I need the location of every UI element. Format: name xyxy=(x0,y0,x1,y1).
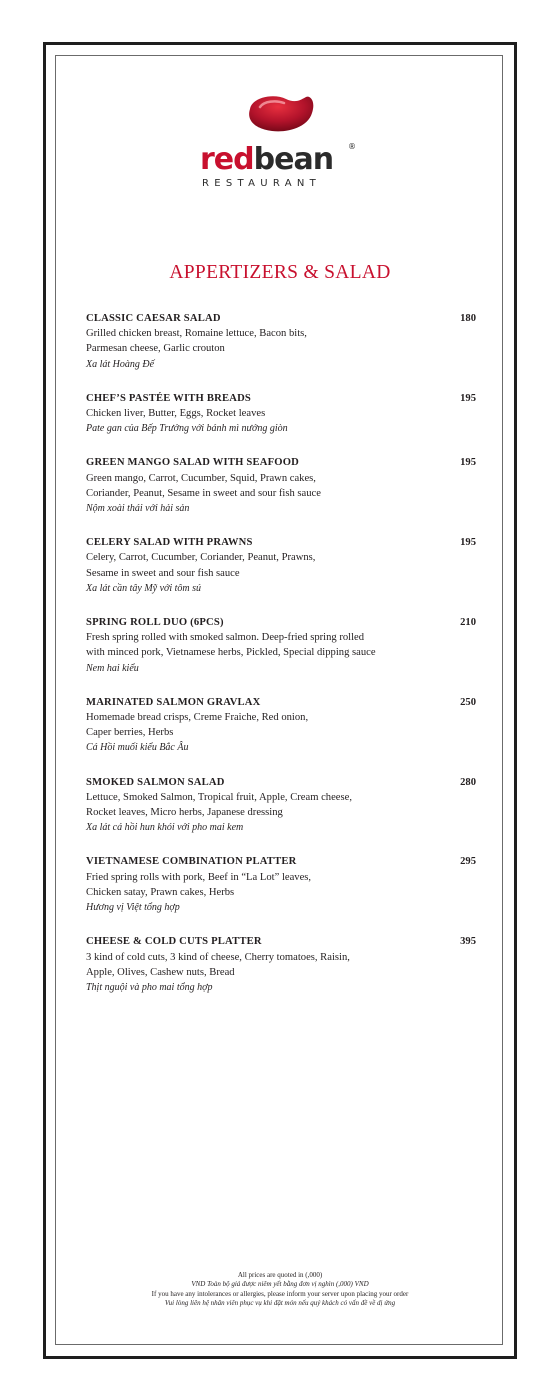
menu-item-description: Green mango, Carrot, Cucumber, Squid, Prawn cakes, xyxy=(86,472,316,484)
menu-item xyxy=(86,535,476,596)
menu-item-price: 295 xyxy=(460,856,476,868)
price-footer xyxy=(0,1271,560,1308)
brand-wordmark: redbean xyxy=(200,142,334,177)
menu-item-price: 210 xyxy=(460,617,476,629)
menu-item-vietnamese-name: Xa lát cần tây Mỹ với tôm sú xyxy=(86,582,202,594)
menu-item-price: 195 xyxy=(460,457,476,469)
menu-item-name: CELERY SALAD WITH PRAWNS xyxy=(86,537,253,549)
footer-price-note: All prices are quoted in (,000) xyxy=(237,1271,323,1279)
menu-item xyxy=(86,615,476,676)
menu-item-vietnamese-name: Xa lát cá hồi hun khói với pho mai kem xyxy=(86,822,244,834)
menu-item xyxy=(86,311,476,372)
menu-item xyxy=(86,391,476,437)
menu-item-vietnamese-name: Cá Hồi muối kiểu Bắc Âu xyxy=(86,742,189,754)
menu-item-name: CLASSIC CAESAR SALAD xyxy=(86,313,221,324)
menu-item-description: Rocket leaves, Micro herbs, Japanese dressing xyxy=(86,807,283,819)
menu-item-description: Chicken satay, Prawn cakes, Herbs xyxy=(86,886,235,898)
menu-item-description: Celery, Carrot, Cucumber, Coriander, Peanut, Prawns, xyxy=(86,552,316,564)
menu-items-list xyxy=(86,311,476,995)
menu-item-price: 195 xyxy=(460,537,476,549)
menu-item-description: Homemade bread crisps, Creme Fraiche, Red onion, xyxy=(86,712,309,724)
registered-mark: ® xyxy=(348,142,356,151)
menu-item xyxy=(86,695,476,756)
menu-item-price: 195 xyxy=(460,392,476,404)
menu-item-price: 395 xyxy=(460,936,476,948)
menu-item-name: SMOKED SALMON SALAD xyxy=(86,776,225,788)
footer-allergy-note: If you have any intolerances or allergies, please inform your server upon placing your order xyxy=(151,1289,409,1298)
brand-subtitle: RESTAURANT xyxy=(202,178,322,189)
menu-item-description: Grilled chicken breast, Romaine lettuce, Bacon bits, xyxy=(86,328,307,340)
restaurant-logo xyxy=(198,93,360,193)
menu-item xyxy=(86,775,476,836)
menu-item-vietnamese-name: Nem hai kiểu xyxy=(86,662,139,674)
menu-item-description: Lettuce, Smoked Salmon, Tropical fruit, Apple, Cream cheese, xyxy=(86,791,352,803)
menu-item-description: Apple, Olives, Cashew nuts, Bread xyxy=(86,966,235,978)
menu-item-vietnamese-name: Hương vị Việt tổng hợp xyxy=(86,902,180,914)
menu-item-price: 250 xyxy=(460,696,476,708)
menu-item-name: CHEESE & COLD CUTS PLATTER xyxy=(86,936,262,948)
menu-item-description: Fresh spring rolled with smoked salmon. Deep-fried spring rolled xyxy=(86,632,365,644)
menu-item-price: 280 xyxy=(460,776,476,788)
menu-item-description: Chicken liver, Butter, Eggs, Rocket leaves xyxy=(86,408,266,420)
menu-item-vietnamese-name: Nộm xoài thái với hải sản xyxy=(86,503,190,515)
menu-item xyxy=(86,854,476,915)
menu-item-description: Caper berries, Herbs xyxy=(86,727,174,739)
menu-item-name: VIETNAMESE COMBINATION PLATTER xyxy=(86,856,297,868)
footer-allergy-note-vn: Vui lòng liên hệ nhân viên phục vụ khi đặt món nếu quý khách có vấn đề về dị ứng xyxy=(164,1298,396,1307)
menu-item-description: 3 kind of cold cuts, 3 kind of cheese, Cherry tomatoes, Raisin, xyxy=(86,951,350,963)
section-title: APPERTIZERS & SALAD xyxy=(169,262,391,283)
menu-item-vietnamese-name: Pate gan của Bếp Trưởng với bánh mì nướng giòn xyxy=(86,423,288,435)
menu-item-name: GREEN MANGO SALAD WITH SEAFOOD xyxy=(86,457,299,469)
menu-item-name: SPRING ROLL DUO (6PCS) xyxy=(86,617,224,629)
menu-item-description: Parmesan cheese, Garlic crouton xyxy=(86,343,225,355)
footer-price-note-vn: VND Toàn bộ giá được niêm yết bằng đơn vị nghìn (,000) VND xyxy=(191,1280,369,1289)
menu-item-description: Coriander, Peanut, Sesame in sweet and sour fish sauce xyxy=(86,487,321,499)
menu-item xyxy=(86,455,476,516)
menu-item-description: Fried spring rolls with pork, Beef in “La Lot” leaves, xyxy=(86,871,312,883)
menu-item-vietnamese-name: Thịt nguội và pho mai tổng hợp xyxy=(86,981,213,993)
menu-item-price: 180 xyxy=(460,313,476,324)
menu-item-description: Sesame in sweet and sour fish sauce xyxy=(86,567,240,579)
red-bean-logo-icon xyxy=(198,93,360,193)
menu-item-name: CHEF’S PASTÉE WITH BREADS xyxy=(86,392,252,404)
menu-item-vietnamese-name: Xa lát Hoàng Đế xyxy=(86,358,155,370)
menu-item-description: with minced pork, Vietnamese herbs, Pickled, Special dipping sauce xyxy=(86,647,376,659)
menu-item xyxy=(86,934,476,995)
menu-item-name: MARINATED SALMON GRAVLAX xyxy=(86,696,261,708)
